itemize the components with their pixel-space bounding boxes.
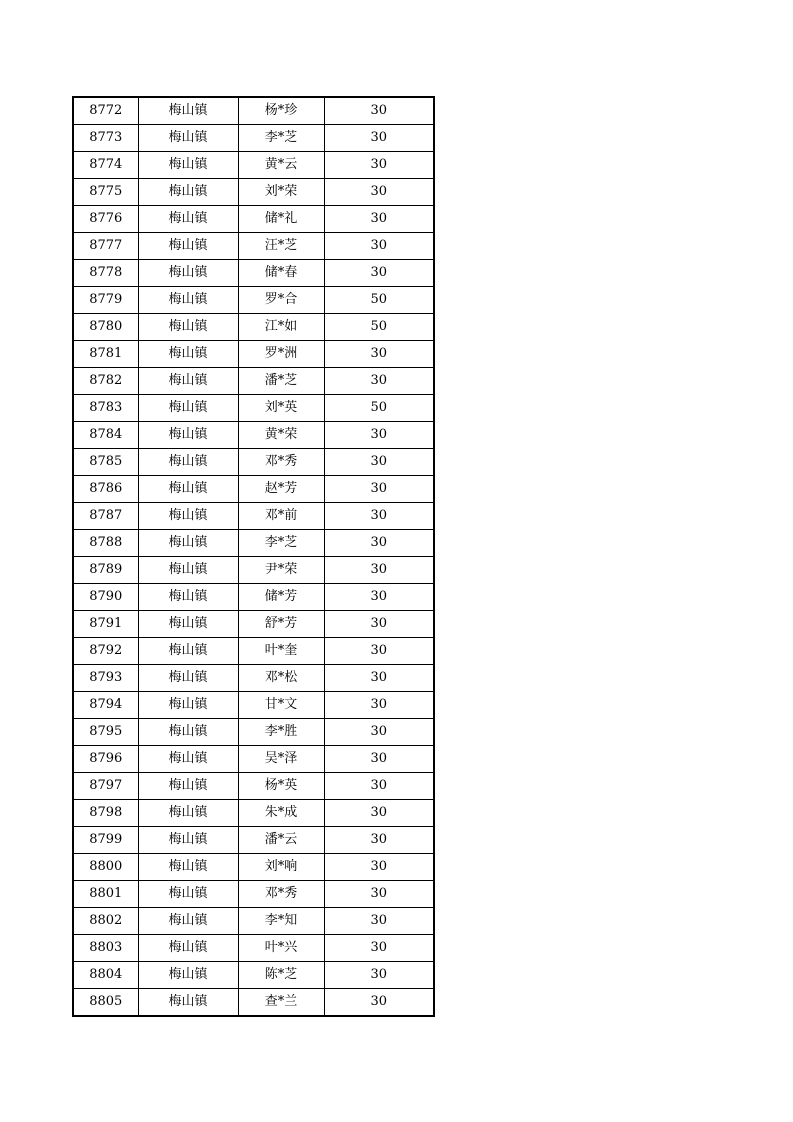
row-number-cell: 8774: [73, 152, 138, 179]
table-row: [73, 746, 434, 773]
town-cell: 梅山镇: [138, 773, 238, 800]
town-cell: 梅山镇: [138, 746, 238, 773]
name-cell: 黄*云: [238, 152, 324, 179]
table-row: [73, 341, 434, 368]
name-cell: 江*如: [238, 314, 324, 341]
row-number-cell: 8800: [73, 854, 138, 881]
row-number-cell: 8804: [73, 962, 138, 989]
table-row: [73, 97, 434, 125]
name-cell: 杨*珍: [238, 97, 324, 125]
name-cell: 汪*芝: [238, 233, 324, 260]
name-cell: 尹*荣: [238, 557, 324, 584]
table-body: [73, 97, 434, 1016]
amount-cell: 30: [324, 152, 434, 179]
town-cell: 梅山镇: [138, 233, 238, 260]
town-cell: 梅山镇: [138, 314, 238, 341]
name-cell: 朱*成: [238, 800, 324, 827]
town-cell: 梅山镇: [138, 503, 238, 530]
name-cell: 刘*响: [238, 854, 324, 881]
row-number-cell: 8779: [73, 287, 138, 314]
town-cell: 梅山镇: [138, 476, 238, 503]
table-row: [73, 503, 434, 530]
amount-cell: 30: [324, 989, 434, 1017]
row-number-cell: 8805: [73, 989, 138, 1017]
name-cell: 邓*秀: [238, 881, 324, 908]
row-number-cell: 8783: [73, 395, 138, 422]
amount-cell: 30: [324, 476, 434, 503]
amount-cell: 30: [324, 179, 434, 206]
row-number-cell: 8788: [73, 530, 138, 557]
amount-cell: 30: [324, 854, 434, 881]
row-number-cell: 8791: [73, 611, 138, 638]
amount-cell: 30: [324, 881, 434, 908]
town-cell: 梅山镇: [138, 422, 238, 449]
town-cell: 梅山镇: [138, 611, 238, 638]
amount-cell: 30: [324, 368, 434, 395]
table-row: [73, 314, 434, 341]
town-cell: 梅山镇: [138, 179, 238, 206]
name-cell: 李*芝: [238, 530, 324, 557]
row-number-cell: 8781: [73, 341, 138, 368]
town-cell: 梅山镇: [138, 341, 238, 368]
town-cell: 梅山镇: [138, 854, 238, 881]
table-row: [73, 935, 434, 962]
row-number-cell: 8778: [73, 260, 138, 287]
name-cell: 陈*芝: [238, 962, 324, 989]
row-number-cell: 8799: [73, 827, 138, 854]
amount-cell: 30: [324, 530, 434, 557]
town-cell: 梅山镇: [138, 206, 238, 233]
row-number-cell: 8796: [73, 746, 138, 773]
town-cell: 梅山镇: [138, 287, 238, 314]
row-number-cell: 8775: [73, 179, 138, 206]
amount-cell: 30: [324, 827, 434, 854]
table-row: [73, 773, 434, 800]
row-number-cell: 8785: [73, 449, 138, 476]
amount-cell: 30: [324, 719, 434, 746]
table-row: [73, 962, 434, 989]
town-cell: 梅山镇: [138, 368, 238, 395]
table-row: [73, 719, 434, 746]
table-row: [73, 260, 434, 287]
name-cell: 储*礼: [238, 206, 324, 233]
town-cell: 梅山镇: [138, 935, 238, 962]
name-cell: 李*知: [238, 908, 324, 935]
table-row: [73, 152, 434, 179]
amount-cell: 30: [324, 935, 434, 962]
amount-cell: 50: [324, 287, 434, 314]
amount-cell: 30: [324, 206, 434, 233]
amount-cell: 50: [324, 395, 434, 422]
name-cell: 刘*英: [238, 395, 324, 422]
amount-cell: 30: [324, 665, 434, 692]
town-cell: 梅山镇: [138, 719, 238, 746]
amount-cell: 30: [324, 125, 434, 152]
town-cell: 梅山镇: [138, 665, 238, 692]
table-row: [73, 125, 434, 152]
row-number-cell: 8784: [73, 422, 138, 449]
name-cell: 叶*兴: [238, 935, 324, 962]
name-cell: 吴*泽: [238, 746, 324, 773]
town-cell: 梅山镇: [138, 908, 238, 935]
town-cell: 梅山镇: [138, 449, 238, 476]
amount-cell: 30: [324, 746, 434, 773]
table-row: [73, 449, 434, 476]
name-cell: 叶*奎: [238, 638, 324, 665]
row-number-cell: 8801: [73, 881, 138, 908]
amount-cell: 30: [324, 800, 434, 827]
amount-cell: 30: [324, 692, 434, 719]
row-number-cell: 8777: [73, 233, 138, 260]
name-cell: 李*芝: [238, 125, 324, 152]
table-row: [73, 638, 434, 665]
town-cell: 梅山镇: [138, 692, 238, 719]
row-number-cell: 8776: [73, 206, 138, 233]
table-row: [73, 422, 434, 449]
amount-cell: 30: [324, 260, 434, 287]
amount-cell: 30: [324, 233, 434, 260]
name-cell: 刘*荣: [238, 179, 324, 206]
row-number-cell: 8780: [73, 314, 138, 341]
amount-cell: 30: [324, 773, 434, 800]
amount-cell: 30: [324, 449, 434, 476]
amount-cell: 30: [324, 557, 434, 584]
table-row: [73, 395, 434, 422]
town-cell: 梅山镇: [138, 962, 238, 989]
amount-cell: 50: [324, 314, 434, 341]
name-cell: 舒*芳: [238, 611, 324, 638]
row-number-cell: 8795: [73, 719, 138, 746]
name-cell: 罗*洲: [238, 341, 324, 368]
table-row: [73, 908, 434, 935]
name-cell: 邓*前: [238, 503, 324, 530]
town-cell: 梅山镇: [138, 800, 238, 827]
town-cell: 梅山镇: [138, 152, 238, 179]
table-row: [73, 827, 434, 854]
town-cell: 梅山镇: [138, 989, 238, 1017]
table-row: [73, 287, 434, 314]
name-cell: 邓*秀: [238, 449, 324, 476]
table-row: [73, 233, 434, 260]
name-cell: 储*春: [238, 260, 324, 287]
table-row: [73, 530, 434, 557]
data-table: [72, 96, 435, 1017]
table-row: [73, 368, 434, 395]
name-cell: 潘*芝: [238, 368, 324, 395]
town-cell: 梅山镇: [138, 827, 238, 854]
table-row: [73, 854, 434, 881]
table-row: [73, 476, 434, 503]
amount-cell: 30: [324, 341, 434, 368]
row-number-cell: 8793: [73, 665, 138, 692]
town-cell: 梅山镇: [138, 557, 238, 584]
row-number-cell: 8803: [73, 935, 138, 962]
table-row: [73, 179, 434, 206]
name-cell: 赵*芳: [238, 476, 324, 503]
town-cell: 梅山镇: [138, 881, 238, 908]
row-number-cell: 8797: [73, 773, 138, 800]
town-cell: 梅山镇: [138, 584, 238, 611]
row-number-cell: 8786: [73, 476, 138, 503]
name-cell: 杨*英: [238, 773, 324, 800]
name-cell: 罗*合: [238, 287, 324, 314]
row-number-cell: 8787: [73, 503, 138, 530]
table-row: [73, 692, 434, 719]
name-cell: 查*兰: [238, 989, 324, 1017]
row-number-cell: 8798: [73, 800, 138, 827]
town-cell: 梅山镇: [138, 97, 238, 125]
amount-cell: 30: [324, 584, 434, 611]
amount-cell: 30: [324, 503, 434, 530]
table-row: [73, 584, 434, 611]
table-row: [73, 881, 434, 908]
name-cell: 黄*荣: [238, 422, 324, 449]
amount-cell: 30: [324, 611, 434, 638]
row-number-cell: 8789: [73, 557, 138, 584]
amount-cell: 30: [324, 97, 434, 125]
amount-cell: 30: [324, 962, 434, 989]
table-row: [73, 800, 434, 827]
amount-cell: 30: [324, 638, 434, 665]
name-cell: 甘*文: [238, 692, 324, 719]
table-row: [73, 989, 434, 1017]
row-number-cell: 8790: [73, 584, 138, 611]
town-cell: 梅山镇: [138, 395, 238, 422]
row-number-cell: 8794: [73, 692, 138, 719]
table-row: [73, 665, 434, 692]
name-cell: 邓*松: [238, 665, 324, 692]
name-cell: 储*芳: [238, 584, 324, 611]
row-number-cell: 8772: [73, 97, 138, 125]
amount-cell: 30: [324, 422, 434, 449]
town-cell: 梅山镇: [138, 638, 238, 665]
row-number-cell: 8782: [73, 368, 138, 395]
town-cell: 梅山镇: [138, 530, 238, 557]
table-row: [73, 611, 434, 638]
table-row: [73, 206, 434, 233]
row-number-cell: 8792: [73, 638, 138, 665]
amount-cell: 30: [324, 908, 434, 935]
name-cell: 李*胜: [238, 719, 324, 746]
town-cell: 梅山镇: [138, 125, 238, 152]
row-number-cell: 8773: [73, 125, 138, 152]
town-cell: 梅山镇: [138, 260, 238, 287]
row-number-cell: 8802: [73, 908, 138, 935]
name-cell: 潘*云: [238, 827, 324, 854]
table-row: [73, 557, 434, 584]
